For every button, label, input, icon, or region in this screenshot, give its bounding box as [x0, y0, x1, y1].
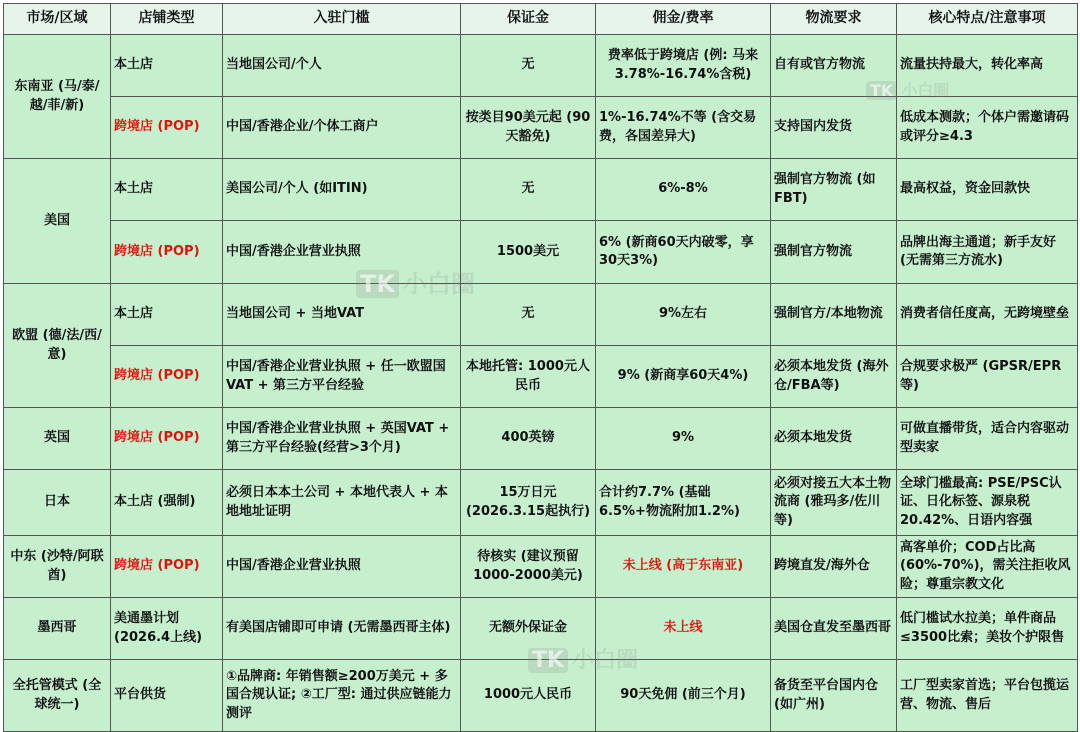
cell-features: 高客单价；COD占比高(60%-70%)，需关注拒收风险；尊重宗教文化	[897, 536, 1078, 598]
marketplace-comparison-table	[3, 3, 1078, 732]
header-logistics: 物流要求	[771, 4, 897, 35]
table-row	[4, 97, 1078, 159]
cell-deposit: 无额外保证金	[461, 598, 596, 660]
cell-deposit: 1500美元	[461, 221, 596, 284]
cell-logistics: 自有或官方物流	[771, 35, 897, 97]
cell-logistics: 强制官方物流	[771, 221, 897, 284]
cell-commission: 未上线	[596, 598, 771, 660]
cell-deposit: 1000元人民币	[461, 660, 596, 732]
cell-commission: 合计约7.7% (基础6.5%+物流附加1.2%)	[596, 470, 771, 536]
cell-store-type: 本土店	[111, 159, 223, 221]
cell-store-type: 本土店	[111, 284, 223, 346]
cell-threshold: 有美国店铺即可申请 (无需墨西哥主体)	[223, 598, 461, 660]
cell-threshold: 美国公司/个人 (如ITIN)	[223, 159, 461, 221]
cell-threshold: 中国/香港企业营业执照 + 英国VAT + 第三方平台经验(经营>3个月)	[223, 408, 461, 470]
cell-commission: 费率低于跨境店 (例: 马来3.78%-16.74%含税)	[596, 35, 771, 97]
cell-threshold: 中国/香港企业营业执照	[223, 536, 461, 598]
cell-logistics: 必须本地发货 (海外仓/FBA等)	[771, 346, 897, 408]
cell-store-type: 跨境店 (POP)	[111, 536, 223, 598]
cell-market: 欧盟 (德/法/西/意)	[4, 284, 111, 408]
cell-logistics: 美国仓直发至墨西哥	[771, 598, 897, 660]
cell-logistics: 必须对接五大本土物流商 (雅玛多/佐川等)	[771, 470, 897, 536]
cell-commission: 9% (新商享60天4%)	[596, 346, 771, 408]
watermark-logo: TK	[356, 264, 475, 299]
cell-deposit: 无	[461, 159, 596, 221]
cell-market: 全托管模式 (全球统一)	[4, 660, 111, 732]
table-row	[4, 470, 1078, 536]
cell-logistics: 备货至平台国内仓 (如广州)	[771, 660, 897, 732]
header-features: 核心特点/注意事项	[897, 4, 1078, 35]
header-deposit: 保证金	[461, 4, 596, 35]
cell-deposit: 按类目90美元起 (90天豁免)	[461, 97, 596, 159]
cell-features: 全球门槛最高: PSE/PSC认证、日化标签、源泉税20.42%、日语内容强	[897, 470, 1078, 536]
table-row	[4, 536, 1078, 598]
cell-features: 最高权益，资金回款快	[897, 159, 1078, 221]
cell-commission: 6%-8%	[596, 159, 771, 221]
cell-market: 中东 (沙特/阿联酋)	[4, 536, 111, 598]
cell-threshold: 中国/香港企业/个体工商户	[223, 97, 461, 159]
cell-deposit: 15万日元 (2026.3.15起执行)	[461, 470, 596, 536]
cell-logistics: 强制官方物流 (如FBT)	[771, 159, 897, 221]
cell-features: 可做直播带货，适合内容驱动型卖家	[897, 408, 1078, 470]
cell-threshold: 当地国公司/个人	[223, 35, 461, 97]
cell-market: 英国	[4, 408, 111, 470]
table-row	[4, 284, 1078, 346]
cell-market: 东南亚 (马/泰/越/菲/新)	[4, 35, 111, 159]
table-row	[4, 660, 1078, 732]
table-row	[4, 346, 1078, 408]
cell-commission: 6% (新商60天内破零，享30天3%)	[596, 221, 771, 284]
cell-threshold: ①品牌商: 年销售额≥200万美元 + 多国合规认证; ②工厂型: 通过供应链能力测评	[223, 660, 461, 732]
cell-features: 低成本测款；个体户需邀请码或评分≥4.3	[897, 97, 1078, 159]
cell-store-type: 跨境店 (POP)	[111, 346, 223, 408]
cell-store-type: 美通墨计划 (2026.4上线)	[111, 598, 223, 660]
cell-deposit: 400英镑	[461, 408, 596, 470]
cell-deposit: 本地托管: 1000元人民币	[461, 346, 596, 408]
table-row	[4, 221, 1078, 284]
cell-features: 品牌出海主通道；新手友好 (无需第三方流水)	[897, 221, 1078, 284]
cell-market: 美国	[4, 159, 111, 284]
cell-threshold: 中国/香港企业营业执照 + 任一欧盟国VAT + 第三方平台经验	[223, 346, 461, 408]
cell-store-type: 跨境店 (POP)	[111, 221, 223, 284]
header-threshold: 入驻门槛	[223, 4, 461, 35]
table-row	[4, 159, 1078, 221]
cell-threshold: 中国/香港企业营业执照	[223, 221, 461, 284]
cell-logistics: 强制官方/本地物流	[771, 284, 897, 346]
cell-market: 日本	[4, 470, 111, 536]
header-market: 市场/区域	[4, 4, 111, 35]
table-row	[4, 408, 1078, 470]
header-commission: 佣金/费率	[596, 4, 771, 35]
watermark-logo: TK	[528, 643, 638, 674]
cell-commission: 9%	[596, 408, 771, 470]
cell-logistics: 支持国内发货	[771, 97, 897, 159]
cell-threshold: 当地国公司 + 当地VAT	[223, 284, 461, 346]
cell-store-type: 本土店 (强制)	[111, 470, 223, 536]
table-header-row	[4, 4, 1078, 35]
watermark-logo: TK	[866, 78, 949, 101]
cell-commission: 90天免佣 (前三个月)	[596, 660, 771, 732]
cell-features: 消费者信任度高，无跨境壁垒	[897, 284, 1078, 346]
cell-store-type: 跨境店 (POP)	[111, 408, 223, 470]
table-row	[4, 35, 1078, 97]
cell-features: 低门槛试水拉美；单件商品≤3500比索；美妆个护限售	[897, 598, 1078, 660]
table-row	[4, 598, 1078, 660]
cell-threshold: 必须日本本土公司 + 本地代表人 + 本地地址证明	[223, 470, 461, 536]
cell-store-type: 本土店	[111, 35, 223, 97]
cell-commission: 未上线 (高于东南亚)	[596, 536, 771, 598]
cell-store-type: 平台供货	[111, 660, 223, 732]
cell-commission: 9%左右	[596, 284, 771, 346]
cell-deposit: 无	[461, 284, 596, 346]
cell-features: 合规要求极严 (GPSR/EPR等)	[897, 346, 1078, 408]
cell-features: 工厂型卖家首选；平台包揽运营、物流、售后	[897, 660, 1078, 732]
header-store-type: 店铺类型	[111, 4, 223, 35]
cell-deposit: 无	[461, 35, 596, 97]
cell-commission: 1%-16.74%不等 (含交易费，各国差异大)	[596, 97, 771, 159]
cell-deposit: 待核实 (建议预留1000-2000美元)	[461, 536, 596, 598]
cell-store-type: 跨境店 (POP)	[111, 97, 223, 159]
cell-features: 流量扶持最大，转化率高	[897, 35, 1078, 97]
cell-logistics: 跨境直发/海外仓	[771, 536, 897, 598]
cell-logistics: 必须本地发货	[771, 408, 897, 470]
cell-market: 墨西哥	[4, 598, 111, 660]
